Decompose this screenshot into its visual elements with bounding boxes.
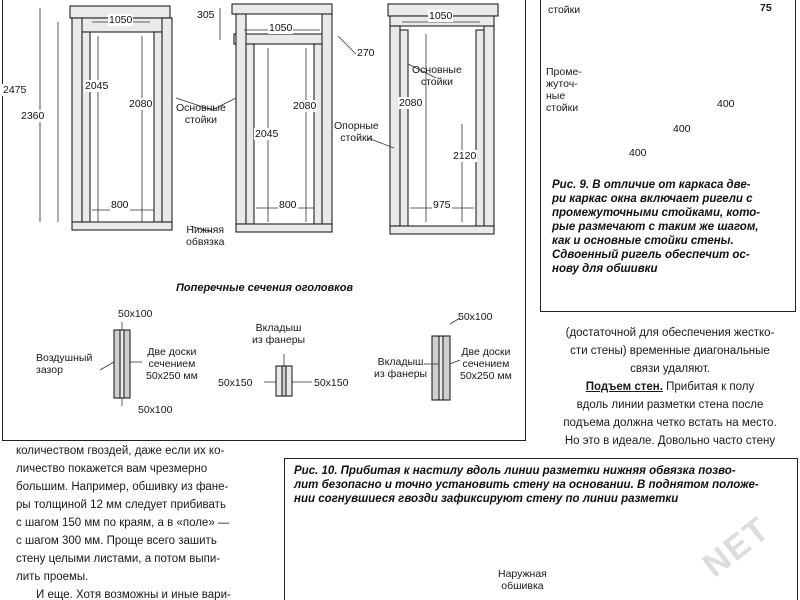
s3-boards: Две доски сечением 50x250 мм: [460, 346, 512, 382]
dim-frame2-h2: 2080: [293, 100, 317, 112]
fig9-dim-1: 400: [717, 98, 735, 110]
label-support-studs: Опорные стойки: [334, 120, 379, 144]
fig9-dim-75: 75: [760, 2, 772, 14]
left-paragraph-2: И еще. Хотя возможны и иные вари-: [36, 589, 231, 600]
s2-insert: Вкладыш из фанеры: [252, 322, 306, 346]
s3-insert: Вкладыш из фанеры: [374, 356, 428, 380]
dim-frame1-h1: 2475: [3, 84, 27, 96]
dim-frame3-h1: 2080: [399, 97, 423, 109]
left-paragraph-1: количеством гвоздей, даже если их ко- личество покажется вам чрезмерно большим. Например, обшивку из фане- ры толщиной 12 мм следует прибивать с шагом 150 мм по краям, а в «поле» — с шагом 300 мм. Проще всего зашить стену целыми листами, а потом выпи- лить проемы.: [16, 445, 230, 583]
dim-frame1-width: 1050: [109, 14, 133, 26]
s1-boards: Две доски сечением 50x250 мм: [146, 346, 198, 382]
fig10-label: Наружная обшивка: [498, 568, 547, 592]
dim-frame3-width: 1050: [429, 10, 453, 22]
dim-frame1-h4: 2080: [129, 98, 153, 110]
fig9-intermediate: Проме- жуточ- ные стойки: [546, 66, 582, 114]
dim-frame3-gap: 270: [357, 47, 375, 59]
dim-frame2-h1: 2045: [255, 128, 279, 140]
right-paragraph-2-text: Прибитая к полу вдоль линии разметки стена после подъема должна четко встать на место. Но это в идеале. Довольно часто стену: [563, 381, 777, 447]
fig10-caption: Рис. 10. Прибитая к настилу вдоль линии разметки нижняя обвязка позво- лит безопасно и точно установить стену на основании. В поднятом положе- нии согнувшиеся гвозди зафиксируют стену по линии разметки: [294, 465, 759, 505]
fig9-top-studs: стойки: [548, 4, 581, 16]
s1-bottom: 50x100: [138, 404, 173, 416]
dim-frame1-h2: 2360: [21, 110, 45, 122]
right-paragraph-1: (достаточной для обеспечения жестко- сти стены) временные диагональные связи удаляют.: [565, 327, 775, 375]
watermark: NET: [695, 509, 778, 585]
dim-frame2-opening: 800: [279, 199, 297, 211]
left-column-text: [16, 442, 268, 600]
run-in-heading: Подъем стен.: [585, 381, 663, 393]
fig9-dim-3: 400: [629, 147, 647, 159]
dim-frame2-width: 1050: [269, 22, 293, 34]
label-bottom-plate: Нижняя обвязка: [186, 224, 225, 248]
s3-top: 50x100: [458, 311, 493, 323]
dim-frame3-opening: 975: [433, 199, 451, 211]
label-main-studs-2: Основные стойки: [412, 64, 462, 88]
right-column-text: [546, 324, 794, 450]
s1-top: 50x100: [118, 308, 153, 320]
right-paragraph-2: [546, 378, 794, 450]
door-frame-1: [40, 6, 172, 230]
dim-frame2-gap: 305: [197, 9, 215, 21]
fig9-dim-2: 400: [673, 123, 691, 135]
s1-air: Воздушный зазор: [36, 352, 93, 376]
fig9-caption: Рис. 9. В отличие от каркаса две- ри каркас окна включает ригели с промежуточными стойками, кото- рые размечают с таким же шагом, как и основные стойки стены. Сдвоенный ригель обеспечит ос- нову для обшивки: [552, 179, 761, 275]
dim-frame1-opening: 800: [111, 199, 129, 211]
s2-left: 50x150: [218, 377, 253, 389]
sections-title: Поперечные сечения оголовков: [176, 282, 354, 294]
dim-frame1-h3: 2045: [85, 80, 109, 92]
s2-right: 50x150: [314, 377, 349, 389]
door-frame-2: [220, 4, 360, 232]
label-main-studs: Основные стойки: [176, 102, 226, 126]
dim-frame3-h2: 2120: [453, 150, 477, 162]
